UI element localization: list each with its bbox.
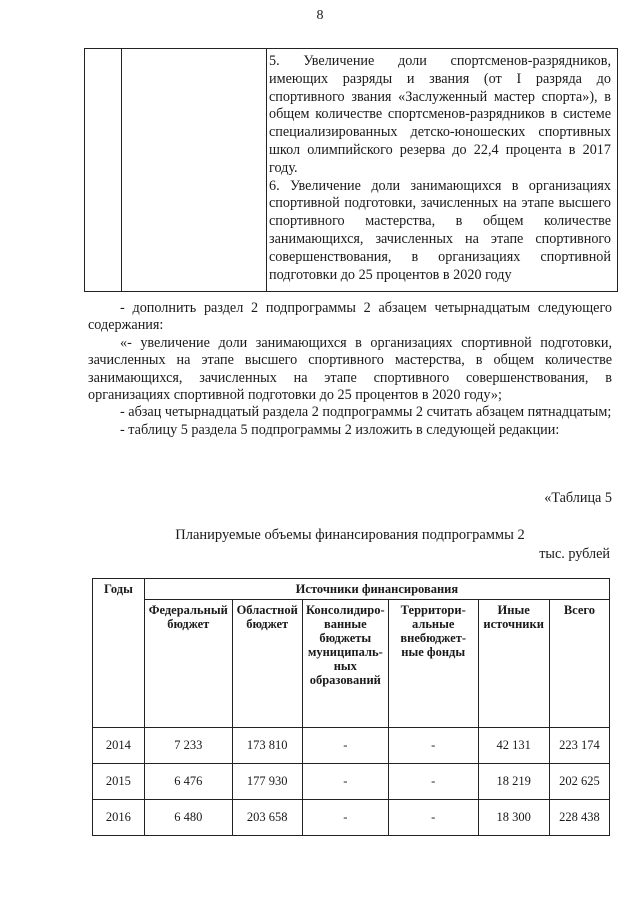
paragraph: - абзац четырнадцатый раздела 2 подпрограммы 2 считать абзацем пятнадцатым;	[120, 404, 612, 421]
header-sources: Источники финансирования	[144, 579, 609, 600]
header-funds: Территори-альные внебюджет-ные фонды	[388, 600, 478, 728]
cell-other: 18 300	[478, 800, 549, 836]
indicator-item-5: 5. Увеличение доли спортсменов-разрядников, имеющих разряды и звания (от I разряда до спортивного звания «Заслуженный мастер спорта»), в общем количестве спортсменов-разрядников в системе специализированных детско-юношеских спортивных школ олимпийского резерва до 22,4 процента в 2017 году.	[269, 53, 611, 176]
table-row	[93, 800, 610, 836]
table-column-number	[85, 49, 122, 291]
header-total: Всего	[549, 600, 609, 728]
cell-other: 18 219	[478, 764, 549, 800]
paragraph: - таблицу 5 раздела 5 подпрограммы 2 изложить в следующей редакции:	[120, 421, 560, 438]
cell-regional: 177 930	[232, 764, 302, 800]
cell-regional: 203 658	[232, 800, 302, 836]
cell-funds: -	[388, 800, 478, 836]
cell-funds: -	[388, 764, 478, 800]
header-regional: Областной бюджет	[232, 600, 302, 728]
indicator-item-6: 6. Увеличение доли занимающихся в организациях спортивной подготовки, зачисленных на этапе высшего спортивного мастерства, в общем количестве занимающихся, зачисленных на этапе спортивного совершенствования, в организациях спортивной подготовки до 25 процентов в 2020 году	[269, 177, 611, 283]
body-text	[88, 300, 612, 439]
cell-regional: 173 810	[232, 728, 302, 764]
table-column-name	[122, 49, 267, 291]
cell-year: 2015	[93, 764, 145, 800]
continuation-table	[84, 48, 618, 292]
cell-total: 223 174	[549, 728, 609, 764]
table-row	[93, 764, 610, 800]
cell-funds: -	[388, 728, 478, 764]
financing-table	[92, 578, 610, 836]
cell-municipal: -	[302, 728, 388, 764]
cell-other: 42 131	[478, 728, 549, 764]
paragraph: - дополнить раздел 2 подпрограммы 2 абзацем четырнадцатым следующего содержания:	[88, 300, 612, 334]
table-units: тыс. рублей	[539, 546, 610, 562]
header-municipal: Консолидиро-ванные бюджеты муниципаль-ных образований	[302, 600, 388, 728]
cell-municipal: -	[302, 800, 388, 836]
table-column-indicators	[269, 53, 611, 284]
table-label: «Таблица 5	[544, 490, 612, 506]
cell-federal: 6 480	[144, 800, 232, 836]
page-number: 8	[316, 8, 324, 23]
cell-municipal: -	[302, 764, 388, 800]
table-title: Планируемые объемы финансирования подпрограммы 2	[175, 527, 525, 543]
cell-total: 228 438	[549, 800, 609, 836]
cell-total: 202 625	[549, 764, 609, 800]
cell-year: 2014	[93, 728, 145, 764]
cell-federal: 6 476	[144, 764, 232, 800]
header-years: Годы	[93, 579, 145, 728]
cell-year: 2016	[93, 800, 145, 836]
header-federal: Федеральный бюджет	[144, 600, 232, 728]
cell-federal: 7 233	[144, 728, 232, 764]
table-row	[93, 728, 610, 764]
header-other: Иные источники	[478, 600, 549, 728]
paragraph: «- увеличение доли занимающихся в организациях спортивной подготовки, зачисленных на этапе высшего спортивного мастерства, в общем количестве занимающихся, зачисленных на этапе спортивного совершенствования, в организациях спортивной подготовки до 25 процентов в 2020 году»;	[88, 334, 612, 404]
